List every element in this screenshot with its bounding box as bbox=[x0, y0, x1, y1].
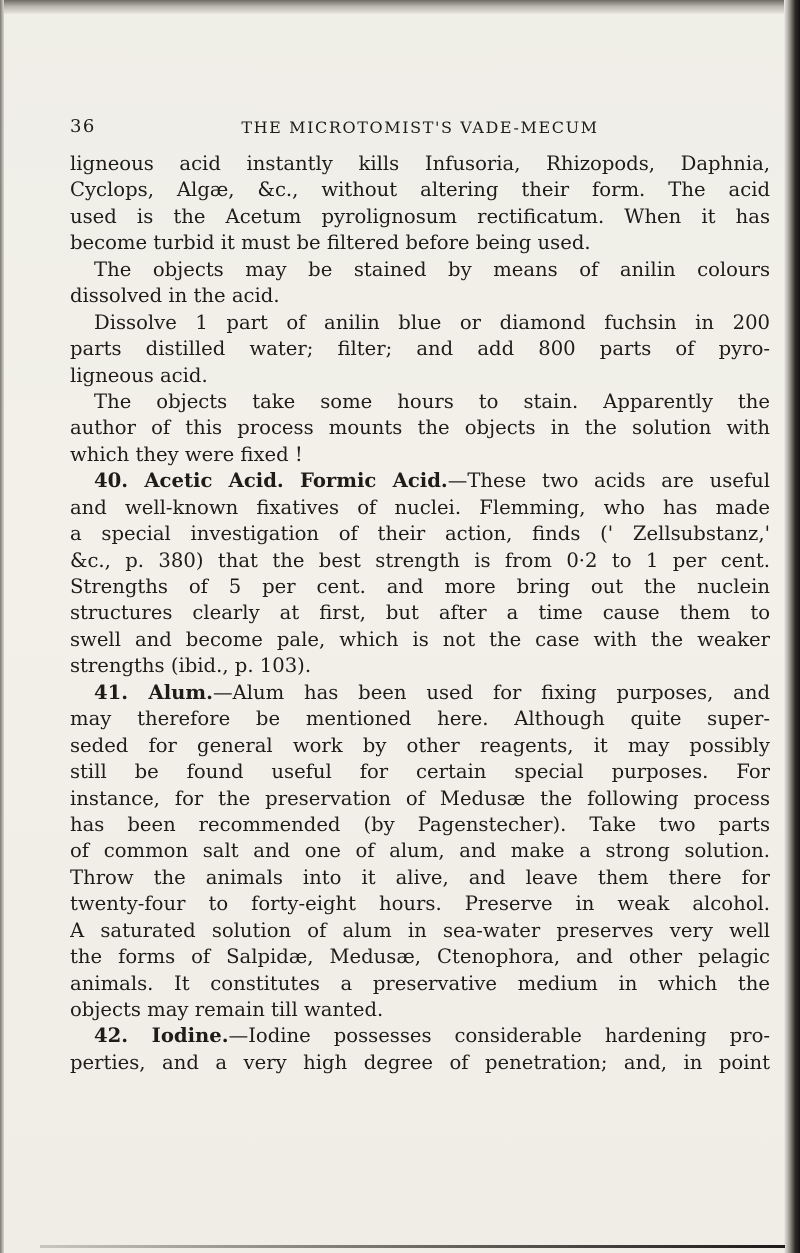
text-line: A saturated solution of alum in sea-water preserves very well bbox=[70, 918, 770, 942]
text-line: animals. It constitutes a preservative medium in which the bbox=[70, 971, 770, 995]
text-line: used is the Acetum pyrolignosum rectificatum. When it has bbox=[70, 204, 770, 228]
text-line: which they were fixed ! bbox=[70, 442, 303, 466]
text-line: strengths (ibid., p. 103). bbox=[70, 654, 312, 678]
text-line: and well-known fixatives of nuclei. Flemming, who has made bbox=[70, 495, 770, 519]
text-line: the forms of Salpidæ, Medusæ, Ctenophora, and other pelagic bbox=[70, 945, 770, 969]
text-line: instance, for the preservation of Medusæ the following process bbox=[70, 786, 770, 810]
text-line: Dissolve 1 part of anilin blue or diamond fuchsin in 200 bbox=[94, 310, 770, 334]
page-right-edge bbox=[784, 0, 800, 1253]
page-left-edge bbox=[0, 0, 4, 1253]
text-line: dissolved in the acid. bbox=[70, 284, 280, 308]
section-heading: 40. Acetic Acid. Formic Acid. bbox=[94, 469, 448, 493]
text-line: ligneous acid. bbox=[70, 363, 208, 387]
text-line: a special investigation of their action, finds (' Zellsubstanz,' bbox=[70, 522, 770, 546]
text-line: parts distilled water; filter; and add 800 parts of pyro- bbox=[70, 337, 770, 361]
text-line: twenty-four to forty-eight hours. Preserve in weak alcohol. bbox=[70, 892, 770, 916]
text-line: Cyclops, Algæ, &c., without altering their form. The acid bbox=[70, 178, 770, 202]
text-line: &c., p. 380) that the best strength is from 0·2 to 1 per cent. bbox=[70, 548, 770, 572]
text-line: The objects take some hours to stain. Apparently the bbox=[94, 389, 770, 413]
text-line: 40. Acetic Acid. Formic Acid.—These two acids are useful bbox=[94, 469, 770, 493]
text-line: of common salt and one of alum, and make a strong solution. bbox=[70, 839, 770, 863]
text-line: objects may remain till wanted. bbox=[70, 998, 384, 1021]
text-line: has been recommended (by Pagenstecher). Take two parts bbox=[70, 812, 770, 836]
text-line: structures clearly at first, but after a time cause them to bbox=[70, 601, 770, 625]
text-line: may therefore be mentioned here. Although quite super- bbox=[70, 707, 770, 731]
page-number: 36 bbox=[70, 116, 96, 137]
text-line: perties, and a very high degree of penetration; and, in point bbox=[70, 1050, 770, 1074]
page-top-edge bbox=[0, 0, 800, 14]
text-line: author of this process mounts the objects in the solution with bbox=[70, 416, 770, 440]
text-line: swell and become pale, which is not the case with the weaker bbox=[70, 627, 770, 651]
section-heading: 41. Alum. bbox=[94, 680, 213, 704]
text-line: still be found useful for certain special purposes. For bbox=[70, 760, 770, 784]
text-line: Strengths of 5 per cent. and more bring out the nuclein bbox=[70, 575, 770, 598]
text-line: The objects may be stained by means of anilin colours bbox=[94, 257, 770, 281]
running-head bbox=[70, 116, 770, 142]
text-line: seded for general work by other reagents, it may possibly bbox=[70, 733, 770, 757]
text-line: become turbid it must be filtered before being used. bbox=[70, 231, 591, 255]
text-line: 41. Alum.—Alum has been used for fixing purposes, and bbox=[94, 680, 770, 704]
text-line: 42. Iodine.—Iodine possesses considerable hardening pro- bbox=[94, 1024, 770, 1048]
running-head-title: THE MICROTOMIST'S VADE-MECUM bbox=[241, 118, 599, 137]
text-line: Throw the animals into it alive, and leave them there for bbox=[70, 865, 770, 889]
page-bottom-shadow bbox=[40, 1245, 785, 1248]
section-heading: 42. Iodine. bbox=[94, 1024, 229, 1048]
text-line: ligneous acid instantly kills Infusoria, Rhizopods, Daphnia, bbox=[70, 152, 770, 175]
body-text bbox=[70, 151, 770, 1076]
